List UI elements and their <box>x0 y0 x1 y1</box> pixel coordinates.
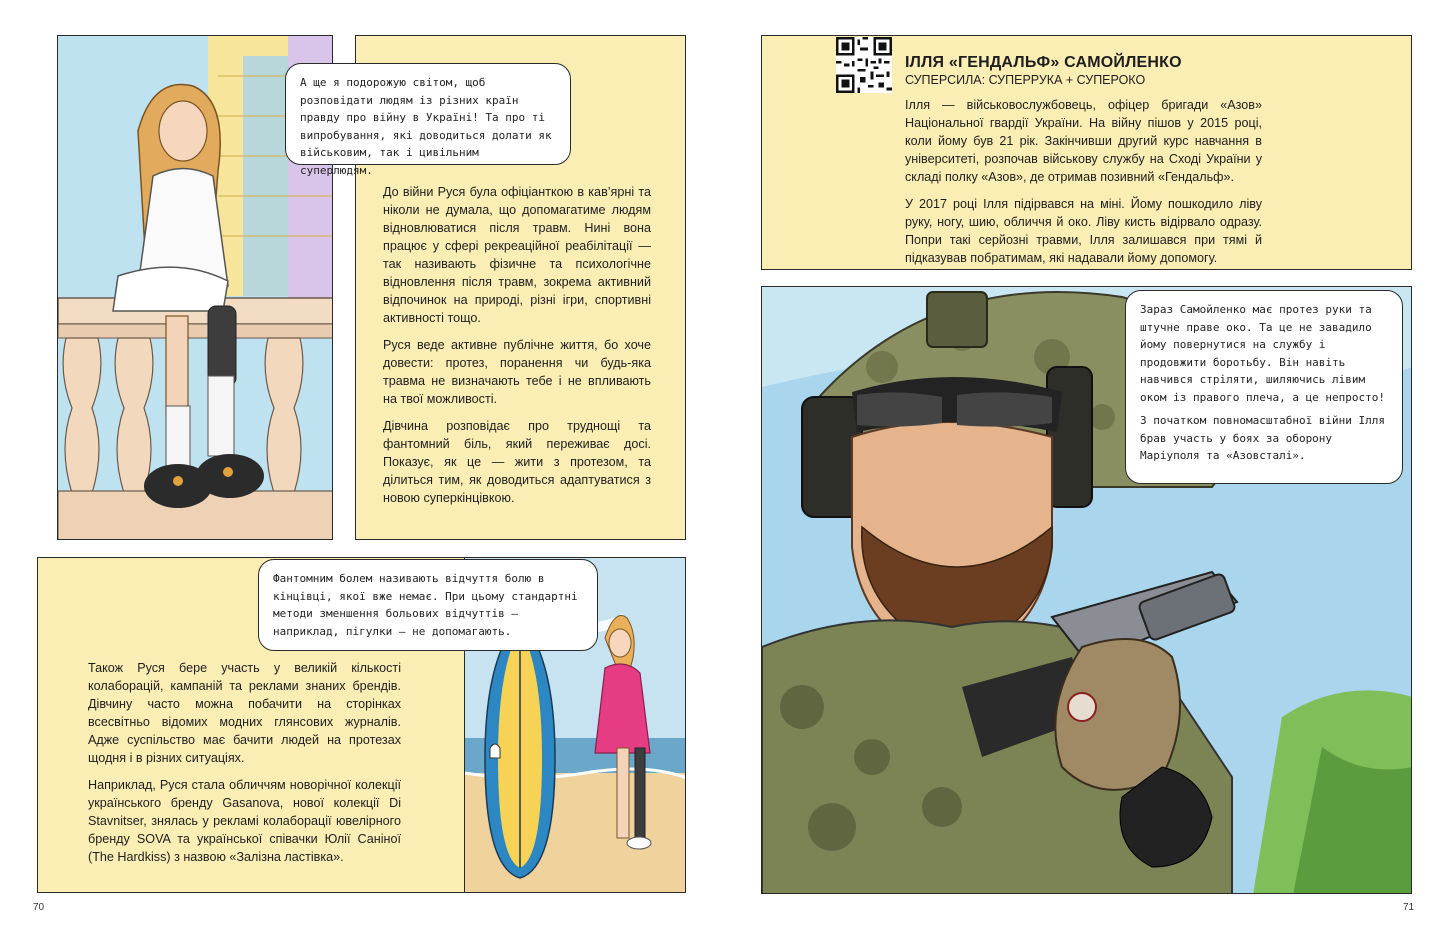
rusia-intro-text <box>383 183 651 516</box>
rusia-collaborations-text <box>88 659 401 875</box>
illia-bio-paragraph: Ілля — військовослужбовець, офіцер бригади «Азов» Національної гвардії України. На війну пішов у 2015 році, коли йому був 21 рік. Закінчивши другий курс навчання в університеті, розпочав військову службу на Сході України у складі полку «Азов», де отримав позивний «Гендальф». <box>905 98 1262 184</box>
qr-code-icon <box>836 37 892 93</box>
speech-bubble-travel <box>285 63 571 177</box>
illia-bio-text <box>905 96 1262 276</box>
rusia-intro-paragraph: Руся веде активне публічне життя, бо хоче довести: протез, поранення чи будь-яка травма не визначають тебе і не впливають на твої можливості. <box>383 338 651 406</box>
speech-bubble-phantom-pain <box>258 559 598 651</box>
rusia-collaborations-paragraph: Наприклад, Руся стала обличчям новорічної колекції українського бренду Gasanova, нової колекції Di Stavnitser, знялась у рекламі колаборації ювелірного бренду SOVA та української співачки Юлії Саніної (The Hardkiss) з назвою «Залізна ластівка». <box>88 778 401 864</box>
page-number-left: 70 <box>33 902 45 913</box>
speech-bubble-prosthesis-paragraph: З початком повномасштабної війни Ілля брав участь у боях за оборону Маріуполя та «Азовсталі». <box>1140 414 1386 462</box>
hero-superpower: СУПЕРСИЛА: СУПЕРРУКА + СУПЕРОКО <box>905 73 1146 87</box>
speech-bubble-prosthesis <box>1125 290 1403 484</box>
speech-bubble-phantom-pain-text: Фантомним болем називають відчуття болю в кінцівці, якої вже немає. При цьому стандартні методи зменшення больових відчуттів — наприклад, пігулки — не допомагають. <box>273 572 578 638</box>
page-number-right: 71 <box>1403 902 1415 913</box>
hero-name-heading: ІЛЛЯ «ГЕНДАЛЬФ» САМОЙЛЕНКО <box>905 54 1182 71</box>
speech-bubble-prosthesis-paragraph: Зараз Самойленко має протез руки та штучне праве око. Та це не завадило йому повернутися на службу і продовжити боротьбу. Він навіть навчився стріляти, шиляючись лівим оком із правого плеча, а це непросто! <box>1140 303 1386 404</box>
speech-bubble-travel-text: А ще я подорожую світом, щоб розповідати людям із різних країн правду про війну в Україні! Та про ті випробування, які доводиться долати як військовим, так і цивільним суперлюдям. <box>300 76 552 177</box>
rusia-intro-paragraph: Дівчина розповідає про труднощі та фантомний біль, який переживає досі. Показує, як це — жити з протезом, та ділиться тим, як доводиться адаптуватися з новою суперкінцівкою. <box>383 419 651 505</box>
illia-bio-paragraph: У 2017 році Ілля підірвався на міні. Йому пошкодило ліву руку, ногу, шию, обличчя й око. Ліву кисть відірвало одразу. Попри такі серйозні травми, Ілля залишався при тямі й підказував побратимам, які надавали йому допомогу. <box>905 197 1262 265</box>
rusia-collaborations-paragraph: Також Руся бере участь у великій кількості колаборацій, кампаній та реклами знаних брендів. Дівчину часто можна побачити на сторінках всесвітньо відомих модних глянсових журналів. Адже суспільство має бачити людей на протезах щодня і в різних ситуаціях. <box>88 661 401 765</box>
rusia-intro-paragraph: До війни Руся була офіціанткою в кав’ярні та ніколи не думала, що допомагатиме людям відновлюватися після травм. Нині вона працює у сфері рекреаційної реабілітації — так називають фізичне та психологічне відновлення після травм, зокрема активний відпочинок на природі, різні ігри, спортивні активності тощо. <box>383 185 651 325</box>
